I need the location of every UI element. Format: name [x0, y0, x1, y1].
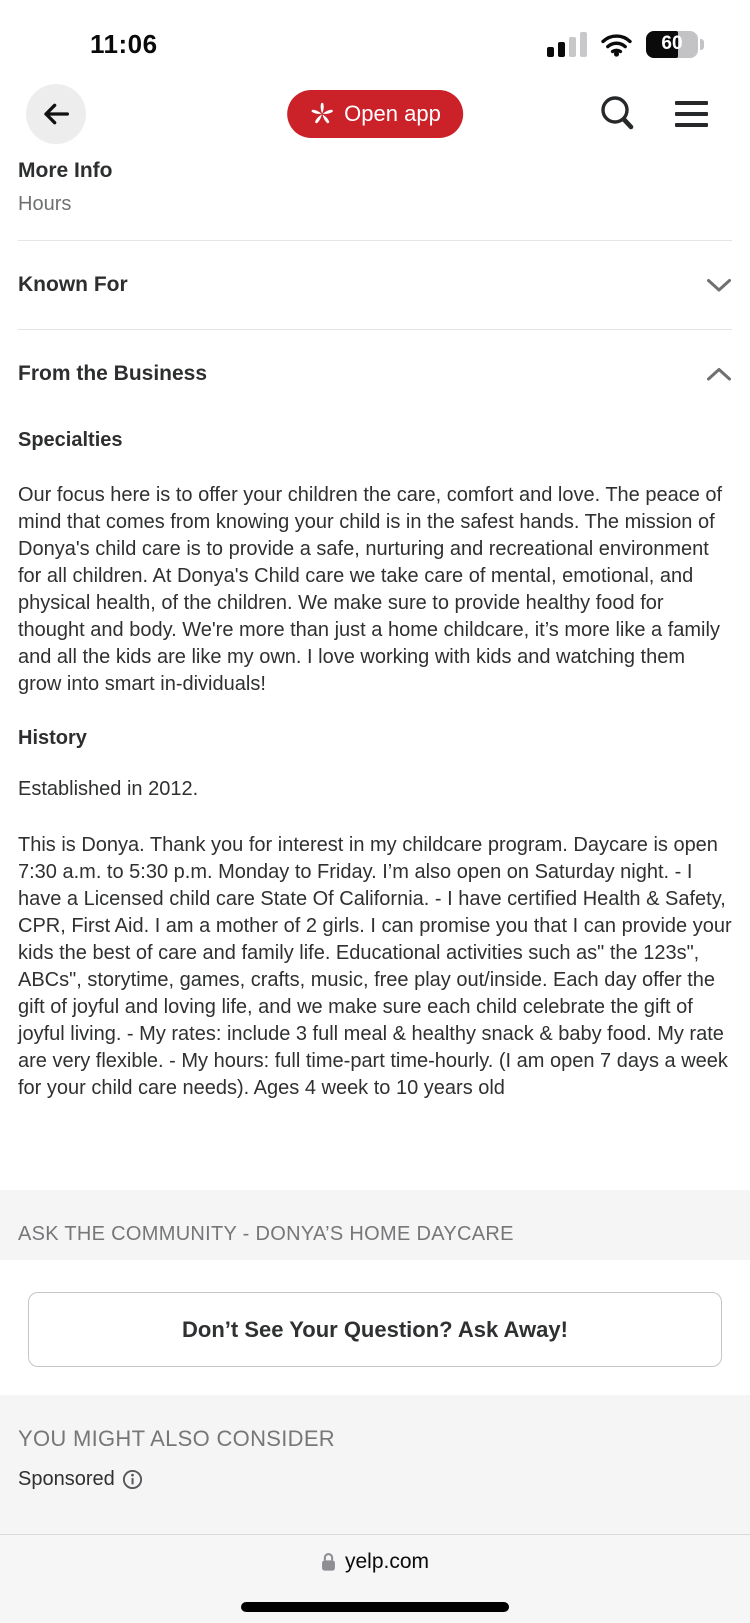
sponsored-label: Sponsored — [18, 1468, 115, 1490]
specialties-paragraph: Our focus here is to offer your children the care, comfort and love. The peace of mind that comes from knowing your child is in the safest hands. The mission of Donya's child care is to provide a safe, nurturing and recreational environment for all children. At Donya's Child care we take care of mental, emotional, and physical health, of the children. We make sure to provide healthy food for thought and body. We're more than just a home childcare, it’s more like a family and all the kids are like my own. I love working with kids and watching them grow into smart in-dividuals! — [18, 484, 723, 695]
chevron-up-icon — [706, 367, 732, 382]
battery-icon — [646, 31, 698, 58]
header-actions — [597, 93, 708, 135]
history-heading: History — [18, 727, 87, 749]
hours-item[interactable]: Hours — [18, 193, 72, 215]
menu-icon[interactable] — [675, 101, 708, 127]
search-icon[interactable] — [597, 93, 639, 135]
consider-heading: YOU MIGHT ALSO CONSIDER — [18, 1426, 335, 1451]
battery-percent: 60 — [661, 33, 683, 54]
page-content — [0, 160, 750, 1575]
open-app-label: Open app — [344, 101, 441, 126]
back-arrow-icon — [40, 98, 72, 130]
status-bar — [0, 0, 750, 72]
url-text: yelp.com — [344, 1550, 430, 1573]
more-info-title: More Info — [18, 159, 113, 182]
from-the-business-title: From the Business — [18, 362, 208, 385]
known-for-row[interactable] — [18, 241, 732, 329]
status-indicators — [547, 31, 698, 58]
lock-icon — [321, 1552, 336, 1572]
ask-away-button[interactable]: Don’t See Your Question? Ask Away! — [28, 1292, 722, 1367]
home-indicator[interactable] — [241, 1602, 509, 1612]
specialties-heading: Specialties — [18, 429, 123, 451]
cellular-signal-icon — [547, 31, 587, 57]
info-icon[interactable] — [122, 1469, 143, 1490]
yelp-logo-icon — [309, 101, 335, 127]
known-for-title: Known For — [18, 273, 128, 296]
back-button[interactable] — [26, 84, 86, 144]
clock: 11:06 — [90, 28, 158, 59]
history-paragraph: This is Donya. Thank you for interest in my childcare program. Daycare is open 7:30 a.m. to 5:30 p.m. Monday to Friday. I’m also open on Saturday night. - I have a Licensed child care State Of California. - I have certified Health & Safety, CPR, First Aid. I am a mother of 2 girls. I can promise you that I can provide your kids the best of care and family life. Educational activities such as" the 123s", ABCs", storytime, games, crafts, music, free play out/inside. Each day offer the gift of joyful and loving life, and we make sure each child celebrate the gift of joyful living. - My rates: include 3 full meal & healthy snack & baby food. My rate are very flexible. - My hours: full time-part time-hourly. (I am open 7 days a week for your child care needs). Ages 4 week to 10 years old — [18, 834, 732, 1099]
url-bar[interactable] — [0, 1550, 750, 1574]
browser-bottom-bar — [0, 1534, 750, 1623]
ask-community-heading: ASK THE COMMUNITY - DONYA’S HOME DAYCARE — [18, 1223, 514, 1245]
established-text: Established in 2012. — [18, 778, 199, 800]
chevron-down-icon — [706, 278, 732, 293]
sponsored-row — [18, 1468, 732, 1491]
open-app-button[interactable] — [287, 90, 463, 138]
from-the-business-row[interactable] — [18, 330, 732, 418]
wifi-icon — [600, 32, 633, 57]
ask-community-band — [0, 1190, 750, 1260]
page-header — [0, 72, 750, 156]
